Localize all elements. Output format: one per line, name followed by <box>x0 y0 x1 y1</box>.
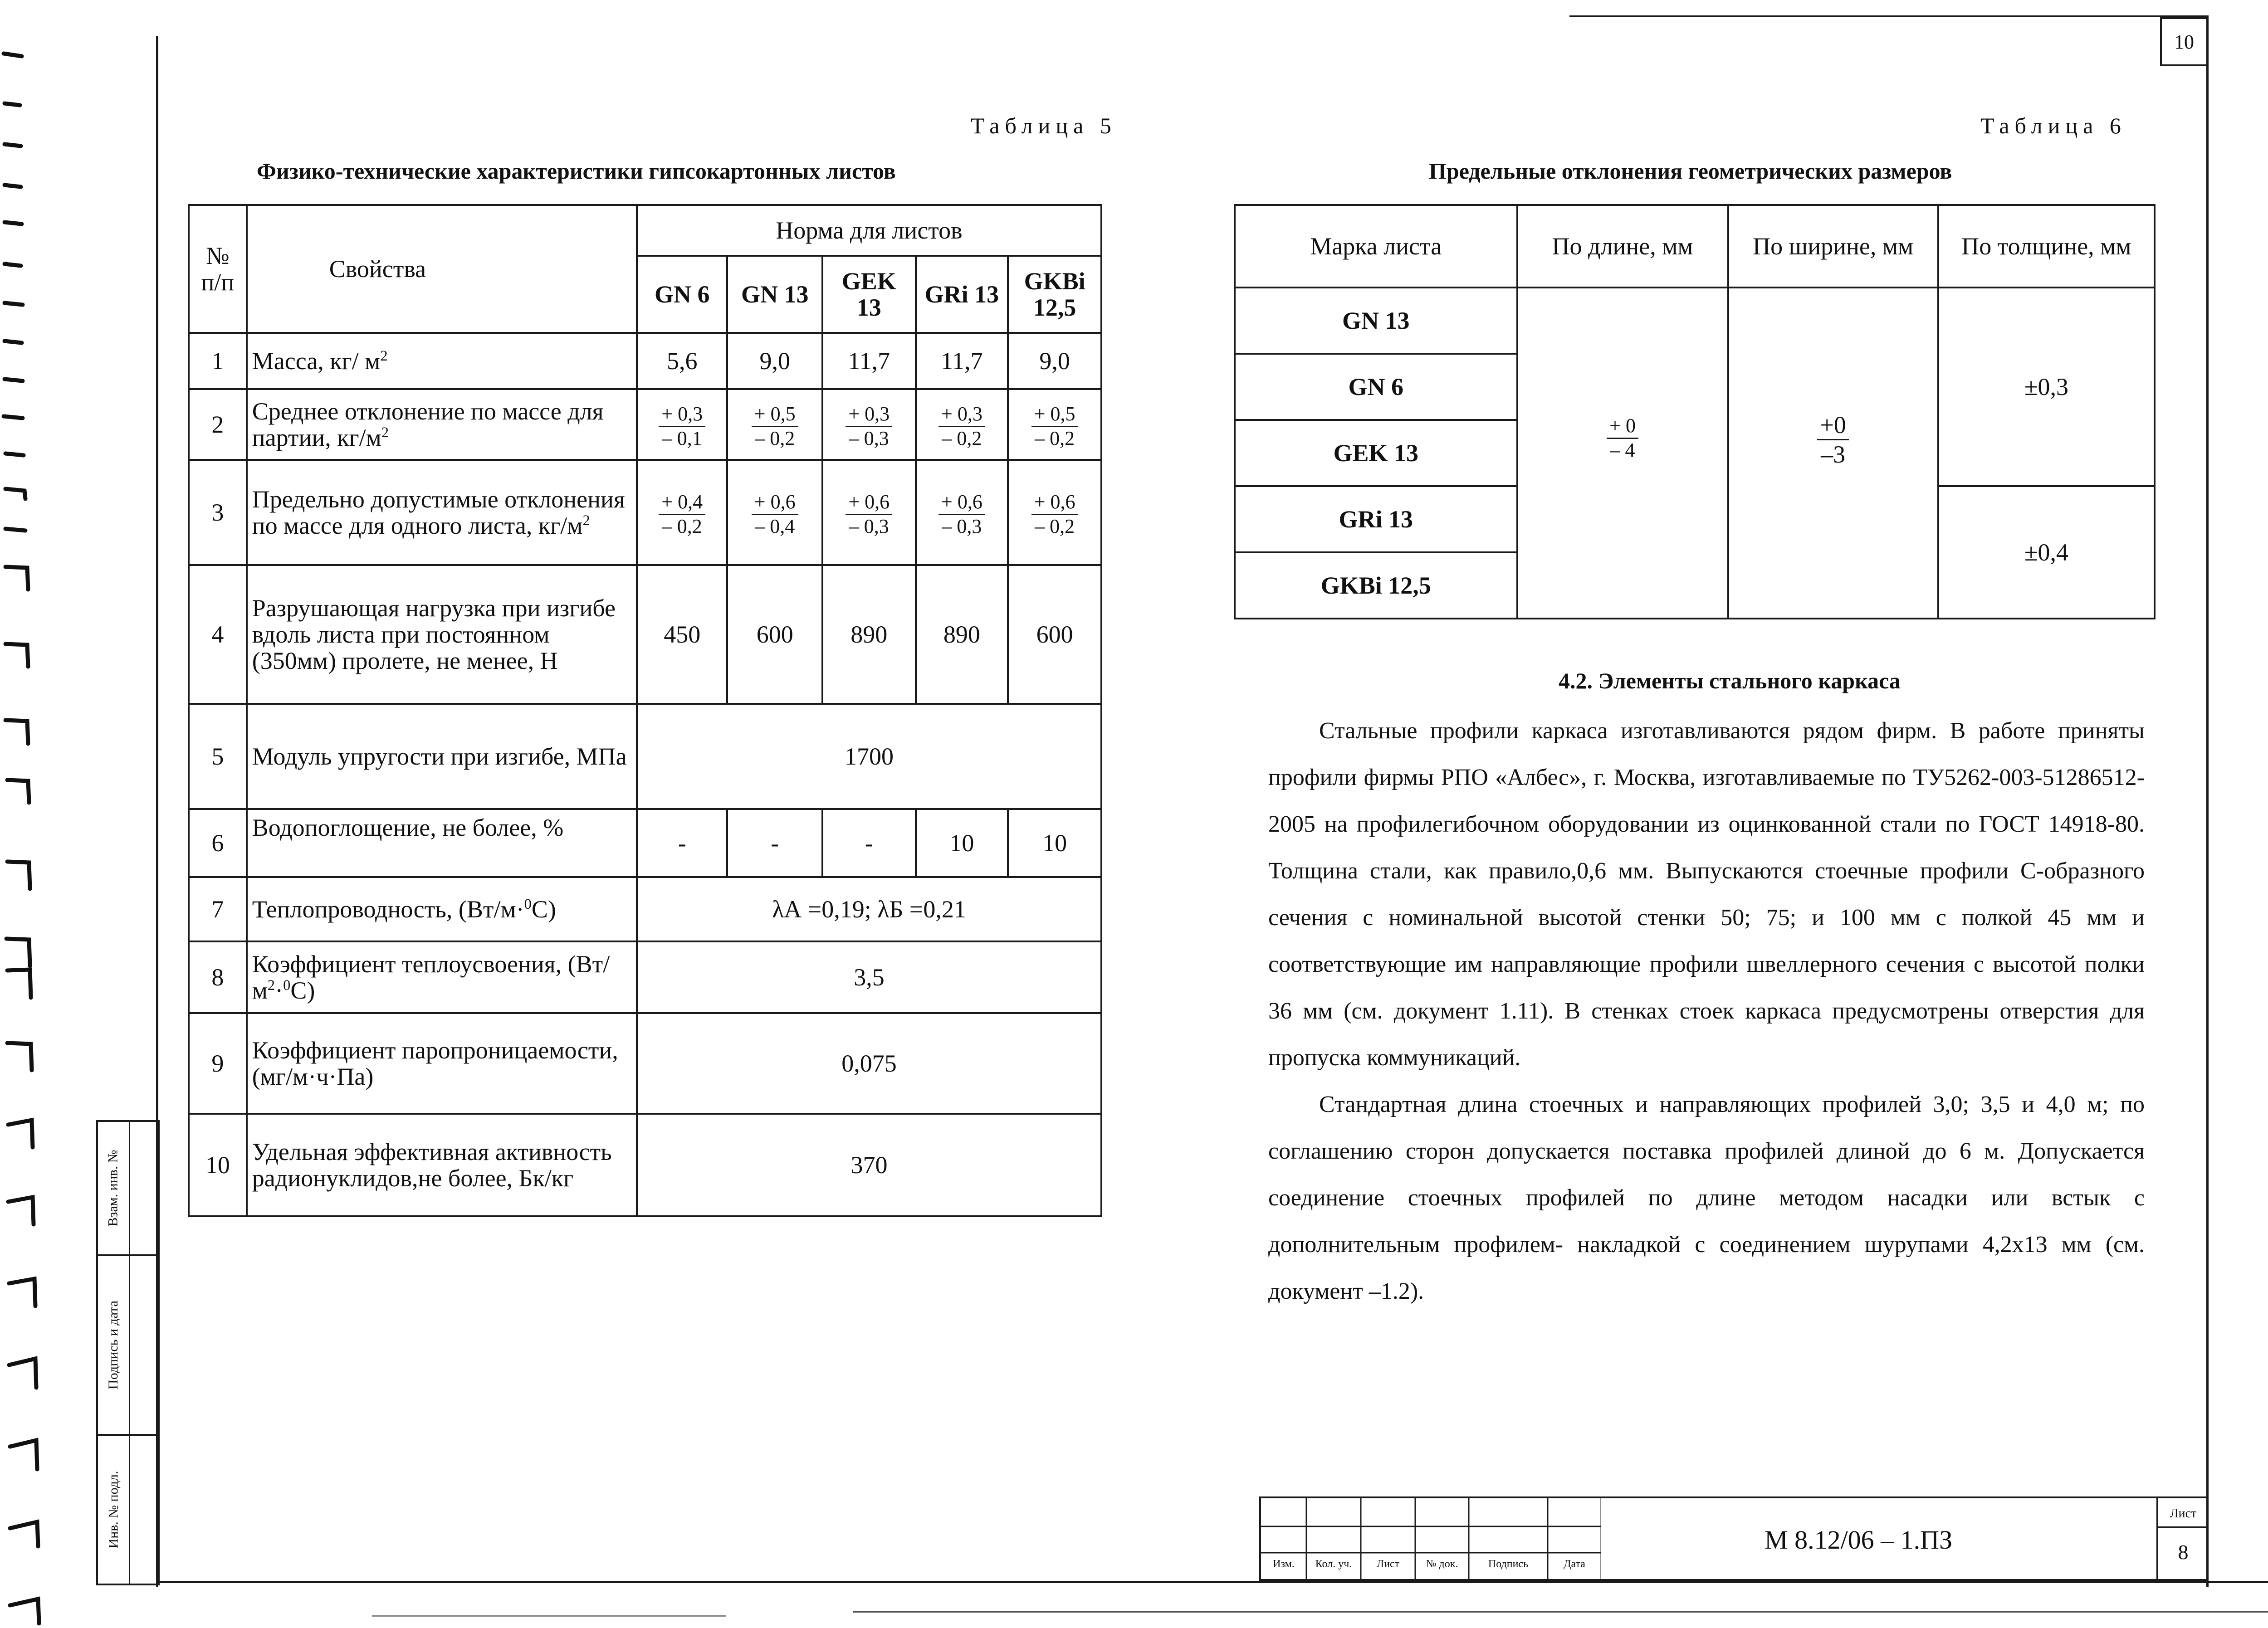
cell-fraction: $\frac{+ 0,3}{- 0,3}$ <box>822 389 916 460</box>
tb-col-signature: Подпись <box>1488 1558 1529 1570</box>
row-property: Среднее отклонение по массе для партии, $кг/м^2$ <box>247 389 637 460</box>
row-property: Водопоглощение, не более, % <box>247 809 637 877</box>
table6-thickness-b: ±0,4 <box>1938 486 2155 619</box>
table-row <box>189 809 1101 877</box>
row-property: Модуль упругости при изгибе, МПа <box>247 704 637 809</box>
table6-brand: GKBi 12,5 <box>1235 552 1517 619</box>
cell-fraction: $\frac{+ 0,5}{- 0,2}$ <box>727 389 822 460</box>
table5-header-row1 <box>189 205 1101 256</box>
table-row <box>189 941 1101 1013</box>
stamp-label-signature: Подпись и дата <box>106 1301 121 1389</box>
row-number: 5 <box>189 704 247 809</box>
stamp-cell-replacement <box>96 1120 160 1256</box>
table5-brand-gn6: GN 6 <box>637 256 728 333</box>
frame-bottom-border <box>156 1581 2268 1583</box>
table5-head-num: № п/п <box>189 205 247 333</box>
tb-sheet-label: Лист <box>2170 1506 2197 1521</box>
cell-merged-value: 370 <box>637 1114 1101 1216</box>
cell-fraction: $\frac{+ 0,3}{- 0,1}$ <box>637 389 728 460</box>
frame-top-border <box>1569 15 2208 17</box>
cell-fraction: $\frac{+ 0,6}{- 0,2}$ <box>1008 460 1101 565</box>
table6-head-brand: Марка листа <box>1235 205 1517 288</box>
cell-value: 600 <box>727 565 822 704</box>
cell-value: 890 <box>822 565 916 704</box>
row-number: 4 <box>189 565 247 704</box>
tb-col-izm: Изм. <box>1273 1558 1295 1570</box>
table5-brand-gri13: GRi 13 <box>916 256 1008 333</box>
table6 <box>1234 204 2156 619</box>
table6-width-value: $\frac{+0}{-3}$ <box>1728 288 1938 619</box>
table5-brand-gkbi125: GKBi 12,5 <box>1008 256 1101 333</box>
table6-head-thickness: По толщине, мм <box>1938 205 2155 288</box>
table6-head-length: По длине, мм <box>1517 205 1728 288</box>
table-row <box>189 1013 1101 1114</box>
table5-caption: Таблица 5 <box>971 113 1117 138</box>
table5 <box>188 204 1102 1217</box>
cell-merged-value: 1700 <box>637 704 1101 809</box>
table6-brand: GN 6 <box>1235 354 1517 420</box>
tb-col-doc: № док. <box>1426 1558 1458 1570</box>
table-row <box>1235 288 2155 354</box>
table-row <box>189 389 1101 460</box>
table6-brand: GEK 13 <box>1235 420 1517 486</box>
cell-fraction: $\frac{+ 0,5}{- 0,2}$ <box>1008 389 1101 460</box>
row-number: 10 <box>189 1114 247 1216</box>
table6-header-row <box>1235 205 2155 288</box>
row-number: 7 <box>189 877 247 941</box>
scan-line-bottom-right <box>853 1611 2268 1613</box>
table-row <box>189 333 1101 389</box>
cell-value: 10 <box>916 809 1008 877</box>
table-row <box>189 565 1101 704</box>
cell-fraction: $\frac{+ 0,6}{- 0,3}$ <box>916 460 1008 565</box>
table5-title: Физико-технические характеристики гипсокартонных листов <box>257 158 896 184</box>
cell-value: 11,7 <box>822 333 916 389</box>
cell-fraction: $\frac{+ 0,3}{- 0,2}$ <box>916 389 1008 460</box>
cell-merged-value: 0,075 <box>637 1013 1101 1114</box>
stamp-label-replacement: Взам. инв. № <box>106 1150 121 1227</box>
cell-value: 450 <box>637 565 728 704</box>
cell-value: - <box>822 809 916 877</box>
table5-head-norm: Норма для листов <box>637 205 1101 256</box>
table6-brand: GRi 13 <box>1235 486 1517 552</box>
table-row <box>189 460 1101 565</box>
cell-value: 11,7 <box>916 333 1008 389</box>
cell-value: 890 <box>916 565 1008 704</box>
row-number: 2 <box>189 389 247 460</box>
table6-title: Предельные отклонения геометрических размеров <box>1429 158 1952 184</box>
table5-head-prop: Свойства <box>247 205 637 333</box>
row-property: Разрушающая нагрузка при изгибе вдоль листа при постоянном (350мм) пролете, не менее, Н <box>247 565 637 704</box>
row-number: 6 <box>189 809 247 877</box>
row-property: Предельно допустимые отклонения по массе для одного листа, $кг/м^2$ <box>247 460 637 565</box>
tb-sheet-number: 8 <box>2178 1540 2189 1564</box>
row-number: 3 <box>189 460 247 565</box>
row-property: Коэффициент паропроницаемости, (мг/м·ч·Па) <box>247 1013 637 1114</box>
table6-head-width: По ширине, мм <box>1728 205 1938 288</box>
title-block <box>1259 1496 2208 1581</box>
section-body <box>1268 707 2145 1315</box>
cell-value: 600 <box>1008 565 1101 704</box>
tb-col-list: Лист <box>1376 1558 1400 1570</box>
tb-sheet-divider <box>2156 1526 2208 1528</box>
cell-merged-value: λА =0,19; λБ =0,21 <box>637 877 1101 941</box>
approval-stamp <box>96 1120 160 1585</box>
document-code: М 8.12/06 – 1.ПЗ <box>1765 1525 1953 1555</box>
row-number: 1 <box>189 333 247 389</box>
stamp-label-inventory: Инв. № подл. <box>106 1471 121 1549</box>
row-property: Масса, кг/ $м^2$ <box>247 333 637 389</box>
row-number: 9 <box>189 1013 247 1114</box>
binding-marks <box>0 0 50 1626</box>
table6-length-value: $\frac{+ 0}{- 4}$ <box>1517 288 1728 619</box>
cell-value: 9,0 <box>727 333 822 389</box>
scan-line-bottom <box>372 1615 726 1617</box>
table6-thickness-a: ±0,3 <box>1938 288 2155 486</box>
row-property: Теплопроводность, (Вт/м·$^0$С) <box>247 877 637 941</box>
stamp-cell-signature <box>96 1254 160 1436</box>
cell-fraction: $\frac{+ 0,4}{- 0,2}$ <box>637 460 728 565</box>
row-number: 8 <box>189 941 247 1013</box>
cell-value: 9,0 <box>1008 333 1101 389</box>
tb-col-kol-uch: Кол. уч. <box>1315 1558 1352 1570</box>
tb-col-date: Дата <box>1564 1558 1585 1570</box>
cell-fraction: $\frac{+ 0,6}{- 0,3}$ <box>822 460 916 565</box>
table-row <box>189 1114 1101 1216</box>
page-corner-number: 10 <box>2160 17 2208 66</box>
table5-brand-gn13: GN 13 <box>727 256 822 333</box>
frame-right-border <box>2206 15 2209 1587</box>
table-row <box>189 704 1101 809</box>
section-heading: 4.2. Элементы стального каркаса <box>1559 668 1901 693</box>
cell-merged-value: 3,5 <box>637 941 1101 1013</box>
cell-value: - <box>637 809 728 877</box>
binding-marks-graphic <box>0 0 50 1626</box>
table6-brand: GN 13 <box>1235 288 1517 354</box>
table-row <box>189 877 1101 941</box>
table6-caption: Таблица 6 <box>1980 113 2126 138</box>
row-property: Удельная эффективная активность радионуклидов,не более, Бк/кг <box>247 1114 637 1216</box>
paragraph-2: Стандартная длина стоечных и направляющих профилей 3,0; 3,5 и 4,0 м; по соглашению сторон допускается поставка профилей длиной до 6 м. Допускается соединение стоечных профилей по длине методом насадки или встык с дополнительным профилем- накладкой с соединением шурупами 4,2х13 мм (см. документ –1.2). <box>1268 1092 2145 1304</box>
stamp-cell-inventory <box>96 1434 160 1585</box>
cell-value: 5,6 <box>637 333 728 389</box>
paragraph-1: Стальные профили каркаса изготавливаются рядом фирм. В работе приняты профили фирмы РПО «Албес», г. Москва, изготавливаемые по ТУ5262-003-51286512-2005 на профилегибочном оборудовании из оцинкованной стали по ГОСТ 14918-80. Толщина стали, как правило,0,6 мм. Выпускаются стоечные профили С-образного сечения с номинальной высотой стенки 50; 75; и 100 мм с полкой 45 мм и соответствующие им направляющие профили швеллерного сечения с высотой полки 36 мм (см. документ 1.11). В стенках стоек каркаса предусмотрены отверстия для пропуска коммуникаций. <box>1268 718 2145 1071</box>
table5-brand-gek13: GEK 13 <box>822 256 916 333</box>
cell-value: 10 <box>1008 809 1101 877</box>
row-property: Коэффициент теплоусвоения, $(Вт/м^2\cdot^0С)$ <box>247 941 637 1013</box>
cell-fraction: $\frac{+ 0,6}{- 0,4}$ <box>727 460 822 565</box>
cell-value: - <box>727 809 822 877</box>
